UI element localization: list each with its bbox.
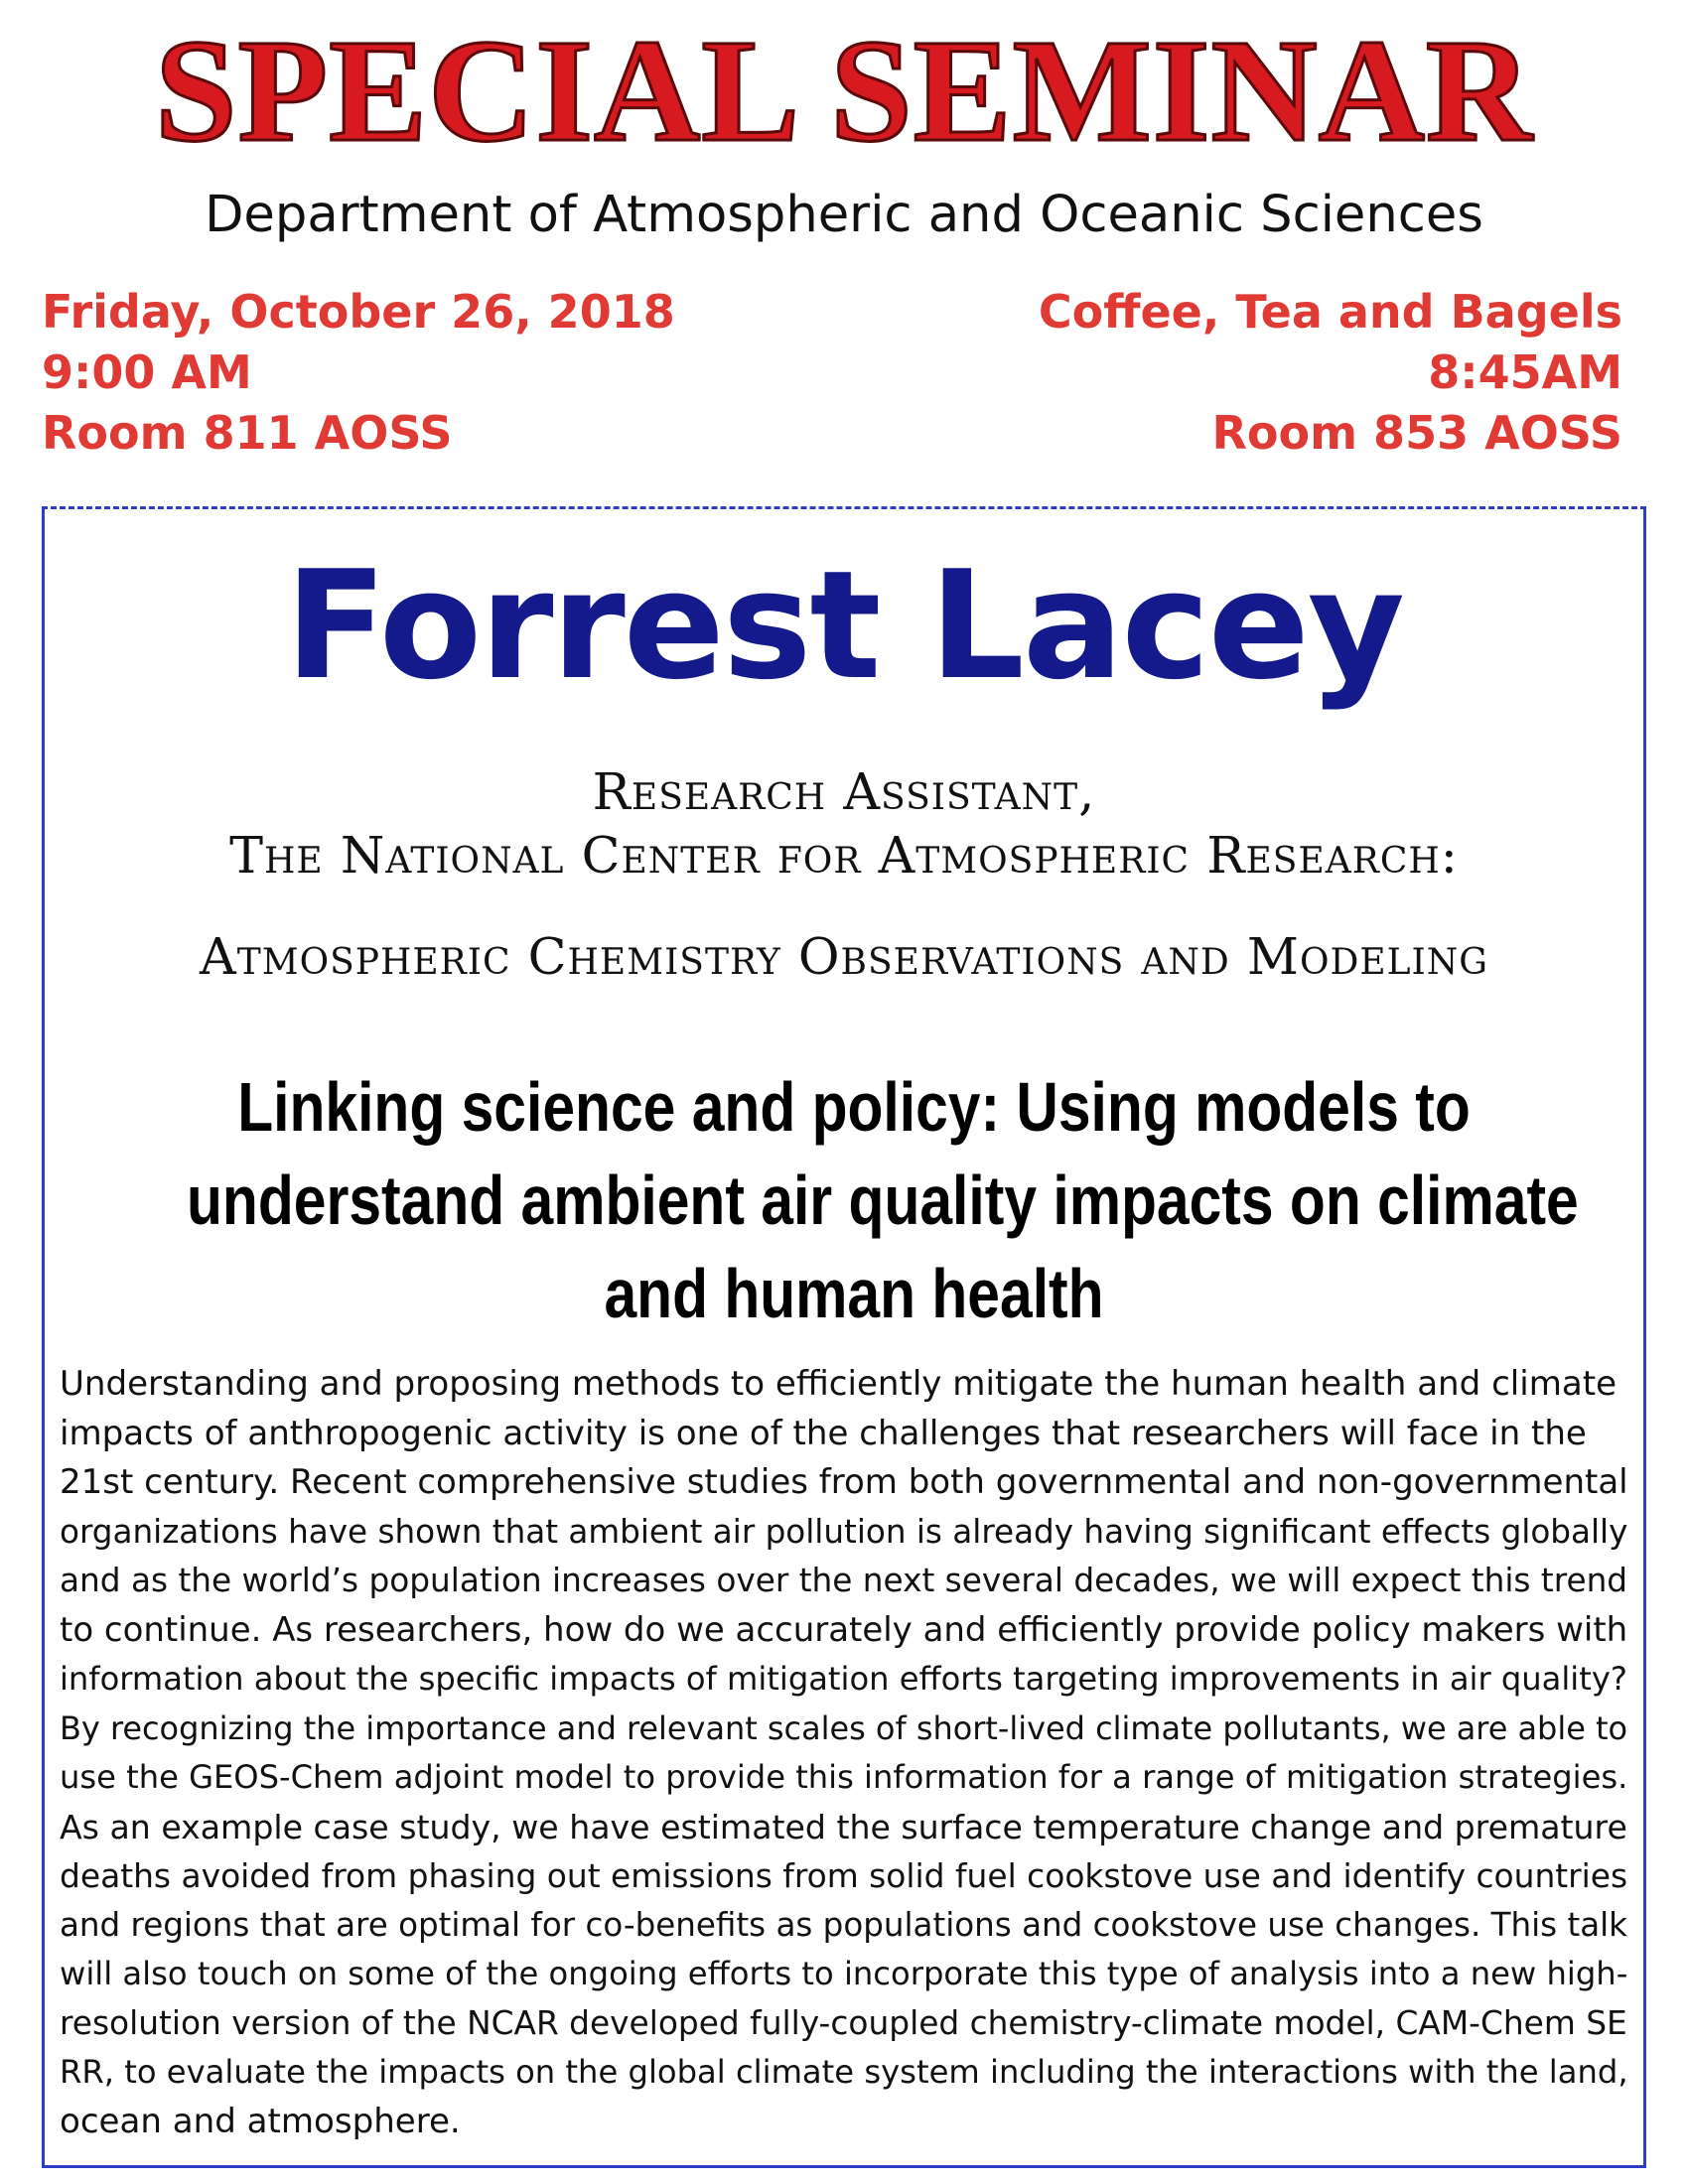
refreshment-label: Coffee, Tea and Bagels	[1038, 285, 1622, 339]
speaker-name: Forrest Lacey	[285, 538, 1403, 713]
talk-title-line: Linking science and policy: Using models to	[237, 1068, 1471, 1146]
abstract-line: to continue. As researchers, how do we accurately and efficiently provide policy makers with	[60, 1609, 1628, 1650]
refreshment-room: Room 853 AOSS	[1211, 406, 1622, 460]
event-details	[42, 282, 675, 464]
abstract-line: RR, to evaluate the impacts on the global climate system including the interactions with the land,	[60, 2053, 1628, 2091]
event-time: 9:00 AM	[42, 345, 252, 399]
abstract-line: 21st century. Recent comprehensive studies from both governmental and non-governmental	[60, 1462, 1628, 1502]
abstract-line: By recognizing the importance and relevant scales of short-lived climate pollutants, we are able to	[60, 1708, 1628, 1747]
abstract-line: Understanding and proposing methods to efficiently mitigate the human health and climate	[60, 1364, 1618, 1404]
abstract	[60, 1360, 1648, 2146]
speaker-organization: The National Center for Atmospheric Research:	[229, 826, 1459, 885]
seminar-headline: SPECIAL SEMINAR	[154, 10, 1534, 173]
abstract-line: deaths avoided from phasing out emissions from solid fuel cookstove use and identify countries	[60, 1856, 1628, 1895]
abstract-line: ocean and atmosphere.	[60, 2101, 461, 2141]
talk-title-line: and human health	[604, 1255, 1104, 1332]
abstract-line: impacts of anthropogenic activity is one of the challenges that researchers will face in the	[60, 1413, 1587, 1453]
talk-title	[187, 1060, 1579, 1340]
talk-title-line: understand ambient air quality impacts on climate	[187, 1161, 1579, 1239]
abstract-line: and as the world’s population increases over the next several decades, we will expect this trend	[60, 1562, 1628, 1599]
event-room: Room 811 AOSS	[42, 406, 453, 460]
abstract-line: resolution version of the NCAR developed fully-coupled chemistry-climate model, CAM-Chem SE	[60, 2003, 1627, 2042]
abstract-line: and regions that are optimal for co-benefits as populations and cookstove use changes. This talk	[60, 1905, 1628, 1944]
refreshment-time: 8:45AM	[1428, 345, 1622, 399]
speaker-position: Research Assistant,	[592, 762, 1096, 821]
abstract-line: As an example case study, we have estimated the surface temperature change and premature	[60, 1807, 1627, 1846]
event-date: Friday, October 26, 2018	[42, 285, 675, 339]
department-name: Department of Atmospheric and Oceanic Sciences	[205, 186, 1483, 244]
abstract-line: will also touch on some of the ongoing efforts to incorporate this type of analysis into a new high-	[60, 1955, 1628, 1992]
speaker-division: Atmospheric Chemistry Observations and Modeling	[200, 927, 1488, 986]
abstract-line: use the GEOS-Chem adjoint model to provide this information for a range of mitigation strategies.	[60, 1758, 1628, 1796]
refreshment-details	[1039, 282, 1622, 464]
abstract-line: organizations have shown that ambient air pollution is already having significant effects globally	[60, 1512, 1628, 1551]
abstract-line: information about the specific impacts of mitigation efforts targeting improvements in air quality?	[60, 1660, 1627, 1698]
